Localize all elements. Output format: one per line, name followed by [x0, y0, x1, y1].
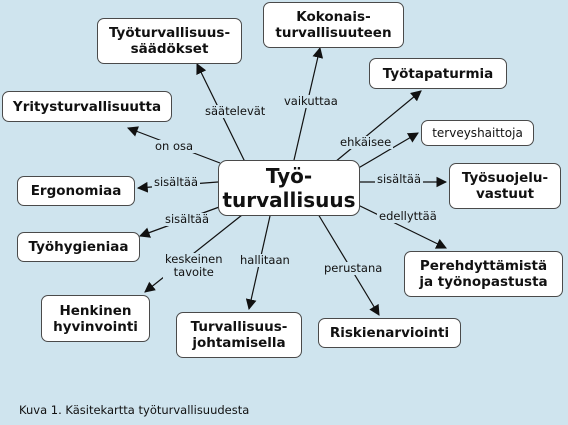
label-keskeinen-tavoite: keskeinen tavoite	[165, 252, 223, 279]
label-sisaltaa-tyosuojelu: sisältää	[377, 172, 422, 186]
label-sisaltaa-ergonomia: sisältää	[154, 175, 199, 189]
label-sisaltaa-hygienia: sisältää	[165, 212, 210, 226]
label-perustana: perustana	[324, 261, 383, 275]
node-riskienarviointi: Riskienarviointi	[318, 318, 461, 348]
node-tyoturvallisuus: Työ- turvallisuus	[218, 160, 360, 216]
label-saatelevat: säätelevät	[205, 104, 266, 118]
node-henkinen-hyvinvointi: Henkinen hyvinvointi	[41, 295, 150, 342]
label-vaikuttaa: vaikuttaa	[284, 94, 338, 108]
node-perehdyttamista: Perehdyttämistä ja työnopastusta	[404, 251, 563, 297]
node-turvallisuusjohtamisella: Turvallisuus- johtamisella	[176, 312, 302, 358]
label-ehkaisee: ehkäisee	[340, 135, 392, 149]
node-ergonomiaa: Ergonomiaa	[17, 176, 135, 206]
label-edellyttaa: edellyttää	[379, 209, 437, 223]
label-hallitaan: hallitaan	[240, 253, 290, 267]
figure-caption: Kuva 1. Käsitekartta työturvallisuudesta	[19, 403, 250, 417]
node-tyosuojeluvastuut: Työsuojelu- vastuut	[449, 163, 561, 209]
node-tyohygieniaa: Työhygieniaa	[17, 232, 140, 262]
node-saadokset: Työturvallisuus- säädökset	[97, 18, 242, 64]
node-kokonaisturvallisuus: Kokonais- turvallisuuteen	[263, 2, 404, 48]
node-yritysturvallisuutta: Yritysturvallisuutta	[2, 91, 172, 122]
label-on-osa: on osa	[155, 139, 194, 153]
edge-tyotapaturmia	[335, 91, 421, 162]
node-terveyshaittoja: terveyshaittoja	[421, 120, 534, 146]
node-tyotapaturmia: Työtapaturmia	[369, 58, 507, 89]
